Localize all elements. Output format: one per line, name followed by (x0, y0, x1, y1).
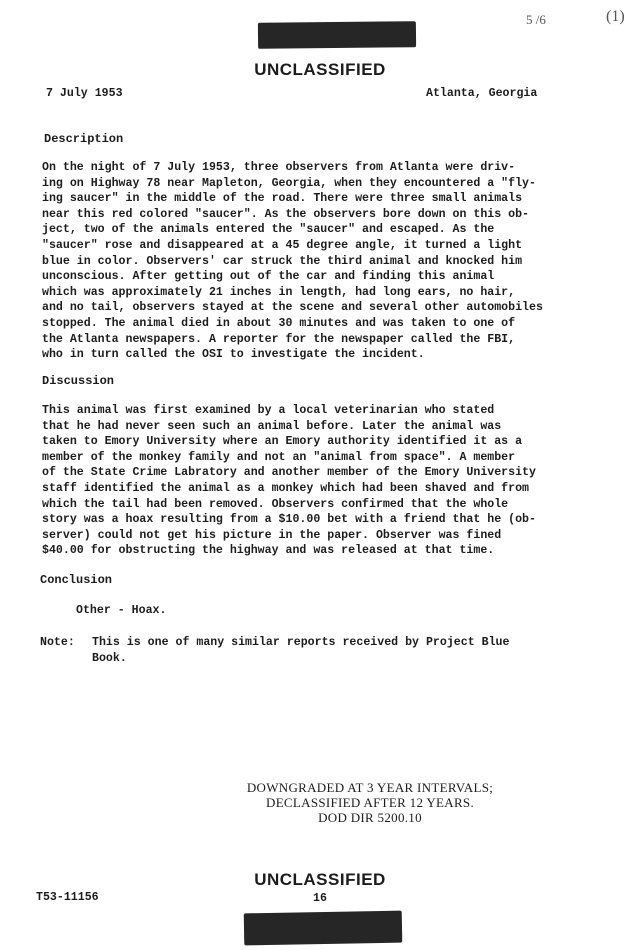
stamp-line-1: DOWNGRADED AT 3 YEAR INTERVALS; (246, 780, 494, 795)
classification-top: UNCLASSIFIED (254, 60, 386, 79)
discussion-heading: Discussion (42, 374, 115, 388)
note-line-1: This is one of many similar reports received by Project Blue (92, 636, 510, 649)
redaction-bar-bottom (244, 911, 403, 946)
corner-mark-right: (1) (606, 8, 625, 25)
document-id: T53-11156 (36, 891, 99, 904)
document-date: 7 July 1953 (46, 87, 123, 100)
corner-mark-left: 5 /6 (526, 12, 546, 27)
note-label: Note: (40, 636, 75, 649)
redaction-bar-top (258, 21, 416, 49)
description-paragraph: On the night of 7 July 1953, three observers from Atlanta were driv- ing on Highway 78 near Mapleton, Georgia, when they encountered a "fly- ing saucer" in the middle of the road. There were three small animals near this red colored "saucer". As the observers bore down on this ob- ject, two of the animals entered the "saucer" and escaped. As the "saucer" rose and disappeared at a 45 degree angle, it turned a light blue in color. Observers' car struck the third animal and knocked him unconscious. After getting out of the car and finding this animal which was approximately 21 inches in length, had long ears, no hair, and no tail, observers stayed at the scene and several other automobiles stopped. The animal died in about 30 minutes and was taken to one of the Atlanta newspapers. A reporter for the newspaper called the FBI, who in turn called the OSI to investigate the incident. (42, 161, 543, 362)
discussion-paragraph: This animal was first examined by a local veterinarian who stated that he had never seen such an animal before. Later the animal was taken to Emory University where an Emory authority identified it as a member of the monkey family and not an "animal from space". A member of the State Crime Labratory and another member of the Emory University staff identified the animal as a monkey which had been shaved and from which the tail had been removed. Observers confirmed that the whole story was a hoax resulting from a $10.00 bet with a friend that he (ob- server) could not get his picture in the paper. Observer was fined $40.00 for obstructing the highway and was released at that time. (42, 404, 536, 558)
stamp-line-3: DOD DIR 5200.10 (318, 810, 422, 825)
conclusion-heading: Conclusion (40, 573, 113, 587)
page-number: 16 (313, 892, 327, 905)
classification-bottom: UNCLASSIFIED (254, 870, 386, 889)
document-location: Atlanta, Georgia (426, 87, 538, 100)
conclusion-text: Other - Hoax. (76, 604, 167, 617)
description-heading: Description (44, 132, 124, 146)
note-line-2: Book. (92, 652, 127, 665)
stamp-line-2: DECLASSIFIED AFTER 12 YEARS. (266, 795, 474, 810)
downgrade-stamp (220, 780, 520, 825)
